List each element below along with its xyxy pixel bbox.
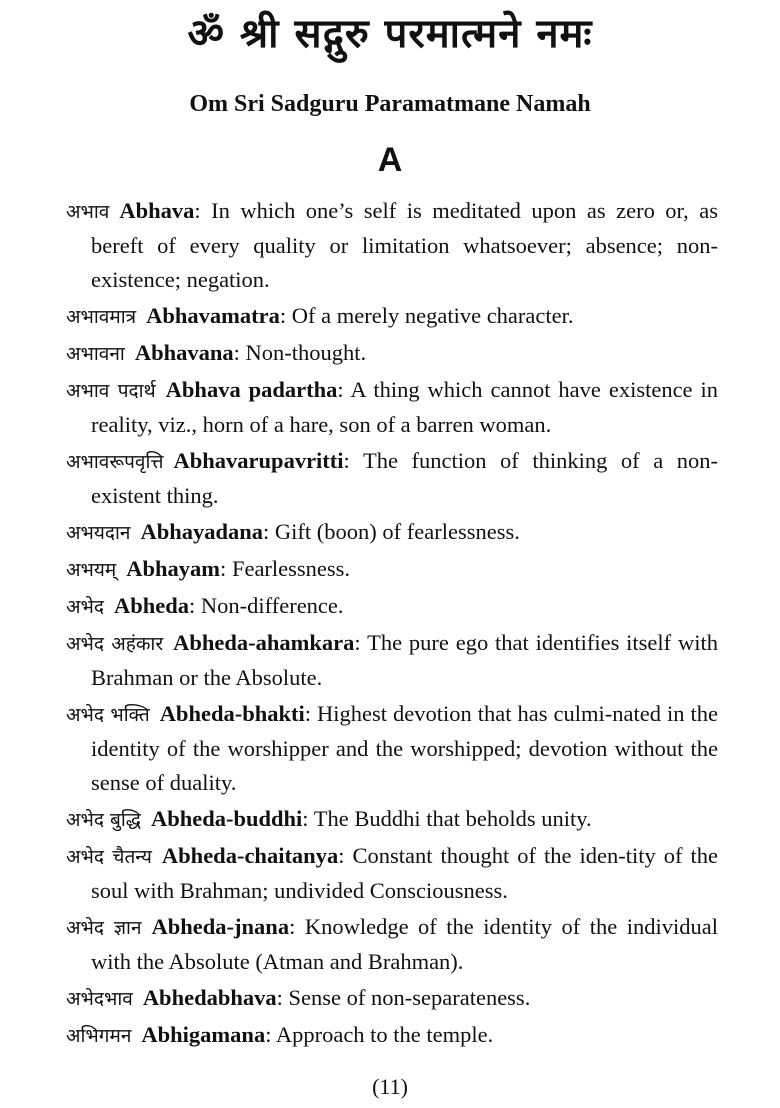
section-letter-heading: A [377, 141, 403, 179]
entry-term: Abhayadana [140, 519, 264, 544]
entry-term: Abheda-chaitanya [161, 843, 339, 868]
glossary-entry: अभाव Abhava: In which one’s self is meditated upon as zero or, as bereft of every quality or limitation whatsoever; absence; non-existence; negation. [66, 198, 718, 292]
devanagari-word: अभेद [66, 596, 104, 618]
entry-definition: The Buddhi that beholds unity. [313, 806, 592, 831]
entry-term: Abhavana [134, 340, 234, 365]
entry-term: Abhavarupavritti [173, 448, 344, 473]
entry-definition: Highest devotion that has culmi-nated in the identity of the worshipper and the worshipped; devotion without the sense of duality. [91, 701, 718, 795]
devanagari-word: अभाव पदार्थ [66, 380, 156, 402]
entry-term: Abhigamana [141, 1022, 266, 1047]
entry-definition: Of a merely negative character. [291, 303, 574, 328]
entry-term: Abheda-buddhi [150, 806, 303, 831]
entry-definition: Approach to the temple. [275, 1022, 494, 1047]
devanagari-word: अभिगमन [66, 1025, 132, 1047]
devanagari-word: अभेद ज्ञान [66, 917, 142, 939]
entry-term: Abhedabhava [142, 985, 277, 1010]
entry-definition: Non-difference. [200, 593, 344, 618]
entry-term: Abhayam [126, 556, 221, 581]
glossary-entry: अभेद Abheda: Non-difference. [66, 593, 344, 618]
devanagari-word: अभेद अहंकार [66, 633, 164, 655]
page-number: (11) [372, 1074, 408, 1099]
entry-definition: Gift (boon) of fearlessness. [274, 519, 520, 544]
entry-term: Abheda [113, 593, 189, 618]
glossary-entry: अभेद चैतन्य Abheda-chaitanya: Constant thought of the iden-tity of the soul with Brahman; undivided Consciousness. [66, 843, 718, 903]
entry-term: Abheda-ahamkara [173, 630, 355, 655]
devanagari-word: अभावरूपवृत्ति [66, 451, 164, 473]
entry-term: Abhava padartha [165, 377, 338, 402]
entry-term: Abheda-jnana [151, 914, 290, 939]
devanagari-word: अभेद चैतन्य [66, 846, 152, 868]
entry-term: Abhava [119, 198, 195, 223]
glossary-entry: अभावरूपवृत्ति Abhavarupavritti: The function of thinking of a non-existent thing. [66, 448, 718, 508]
glossary-entry: अभेद ज्ञान Abheda-jnana: Knowledge of the identity of the individual with the Absolute (Atman and Brahman). [66, 914, 718, 974]
glossary-entries [66, 194, 718, 1055]
devanagari-word: अभेद बुद्धि [66, 809, 141, 831]
entry-term: Abhavamatra [146, 303, 280, 328]
glossary-entry: अभेद भक्ति Abheda-bhakti: Highest devotion that has culmi-nated in the identity of the worshipper and the worshipped; devotion without the sense of duality. [66, 701, 718, 795]
devanagari-word: अभेद भक्ति [66, 704, 150, 726]
glossary-entry: अभावमात्र Abhavamatra: Of a merely negative character. [66, 303, 574, 328]
glossary-entry: अभावना Abhavana: Non-thought. [66, 340, 367, 365]
glossary-entry: अभेद अहंकार Abheda-ahamkara: The pure ego that identifies itself with Brahman or the Absolute. [66, 630, 718, 690]
entry-definition: The function of thinking of a non-existent thing. [91, 448, 718, 508]
glossary-entry: अभाव पदार्थ Abhava padartha: A thing which cannot have existence in reality, viz., horn of a hare, son of a barren woman. [66, 377, 718, 437]
entry-term: Abheda-bhakti [159, 701, 305, 726]
devanagari-word: अभावमात्र [66, 306, 137, 328]
entry-definition: Fearlessness. [231, 556, 351, 581]
entry-definition: A thing which cannot have existence in reality, viz., horn of a hare, son of a barren woman. [91, 377, 718, 437]
devanagari-word: अभावना [66, 343, 125, 365]
entry-definition: The pure ego that identifies itself with Brahman or the Absolute. [91, 630, 718, 690]
glossary-entry: अभेदभाव Abhedabhava: Sense of non-separateness. [66, 985, 531, 1010]
glossary-entry: अभिगमन Abhigamana: Approach to the temple. [66, 1022, 494, 1047]
entry-definition: Non-thought. [245, 340, 367, 365]
entry-definition: In which one’s self is meditated upon as zero or, as bereft of every quality or limitation whatsoever; absence; non-existence; negation. [91, 198, 718, 292]
glossary-entry: अभयदान Abhayadana: Gift (boon) of fearlessness. [66, 519, 520, 544]
devanagari-word: अभयदान [66, 522, 131, 544]
entry-definition: Constant thought of the iden-tity of the soul with Brahman; undivided Consciousness. [91, 843, 718, 903]
glossary-entry: अभयम् Abhayam: Fearlessness. [66, 556, 351, 581]
glossary-entry: अभेद बुद्धि Abheda-buddhi: The Buddhi that beholds unity. [66, 806, 592, 831]
devanagari-word: अभेदभाव [66, 988, 133, 1010]
entry-definition: Sense of non-separateness. [288, 985, 531, 1010]
sanskrit-invocation-title: ॐ श्री सद्गुरु परमात्मने नमः [187, 11, 593, 57]
entry-definition: Knowledge of the identity of the individual with the Absolute (Atman and Brahman). [91, 914, 718, 974]
devanagari-word: अभयम् [66, 559, 117, 581]
devanagari-word: अभाव [66, 201, 110, 223]
roman-invocation-title: Om Sri Sadguru Paramatmane Namah [189, 91, 591, 117]
